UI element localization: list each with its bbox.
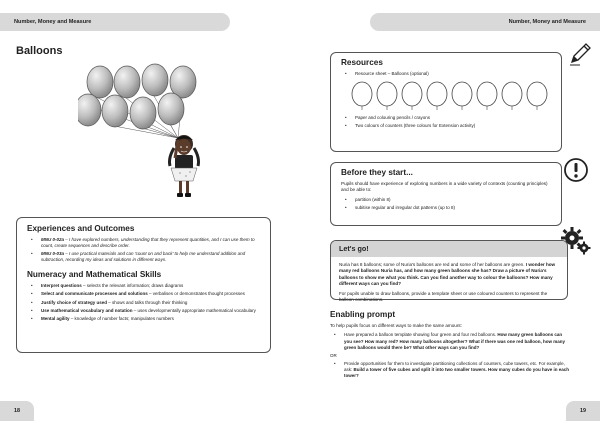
girl-with-balloons-illustration bbox=[78, 60, 218, 210]
lets-go-body bbox=[331, 257, 567, 311]
outcome-text: – I have explored numbers, understanding that they represent quantities, and I can use them to count, create sequences and describe order. bbox=[41, 237, 255, 249]
balloon-outline bbox=[451, 81, 473, 111]
lets-go-heading: Let's go! bbox=[331, 241, 567, 257]
skill-item bbox=[27, 300, 260, 306]
exclamation-icon bbox=[562, 156, 590, 184]
enabling-item-text: Provide opportunities for them to investigate partitioning collections of counters, cube towers, etc. For example, ask: bbox=[344, 360, 565, 372]
enabling-item bbox=[330, 332, 570, 350]
before-intro: Pupils should have experience of exploring numbers in a wide variety of contexts (counting principles) and be able to: bbox=[341, 181, 548, 193]
enabling-item-question: Build a tower of five cubes and split it into two smaller towers. How many cubes do you have in each tower? bbox=[344, 366, 570, 378]
lets-go-para-text: Nuria has 8 balloons; some of Nuria's balloons are red and some of her balloons are green. bbox=[339, 262, 525, 267]
skill-term: Mental agility bbox=[41, 315, 70, 321]
resource-item: • Paper and colouring pencils / crayons bbox=[341, 115, 551, 121]
before-item: • partition (within 8) bbox=[341, 197, 551, 203]
resource-item: • Resource sheet – Balloons (optional) bbox=[341, 71, 551, 77]
enabling-item-question: How many green balloons can you see? How many red? How many balloons altogether? What if there was one red balloon, how many green balloons would there be? What other ways can you find? bbox=[344, 332, 566, 350]
experiences-box bbox=[16, 217, 271, 353]
balloon-outline bbox=[476, 81, 498, 111]
outcome-item bbox=[27, 251, 260, 263]
enabling-prompt-section bbox=[330, 310, 570, 381]
enabling-item-text: Have prepared a balloon template showing four green and four red balloons. bbox=[344, 332, 497, 338]
skill-item bbox=[27, 316, 260, 322]
outcome-text: – I use practical materials and can 'count on and back' to help me understand addition and subtraction, recording my ideas and solutions in different ways. bbox=[41, 251, 246, 263]
skill-item bbox=[27, 291, 260, 297]
skill-term: Interpret questions bbox=[41, 283, 82, 289]
skill-item bbox=[27, 308, 260, 314]
before-item: • subitise regular and irregular dot patterns (up to 8) bbox=[341, 205, 551, 211]
resources-box bbox=[330, 52, 562, 152]
before-they-start-box bbox=[330, 162, 562, 226]
outcome-code: MNU 0-02a bbox=[41, 237, 65, 242]
enabling-intro: To help pupils focus on different ways to make the same amount: bbox=[330, 323, 462, 328]
skill-term: Use mathematical vocabulary and notation bbox=[41, 307, 133, 313]
right-page bbox=[300, 0, 600, 423]
balloon-outline bbox=[401, 81, 423, 111]
resource-item: • Two colours of counters (three colours for Extension activity) bbox=[341, 123, 551, 129]
balloon-outline-row bbox=[351, 81, 551, 111]
balloon-outline bbox=[526, 81, 548, 111]
experiences-heading: Experiences and Outcomes bbox=[27, 224, 135, 233]
skill-text: – uses developmentally appropriate mathematical vocabulary bbox=[132, 307, 256, 313]
right-header-tab: Number, Money and Measure bbox=[370, 13, 600, 31]
skill-term: Justify choice of strategy used bbox=[41, 299, 108, 305]
lesson-title: Balloons bbox=[16, 45, 63, 57]
pencil-icon bbox=[568, 40, 592, 66]
right-page-number: 19 bbox=[566, 401, 600, 421]
left-page-number: 18 bbox=[0, 401, 34, 421]
left-header-tab: Number, Money and Measure bbox=[0, 13, 230, 31]
skill-text: – shows and talks through their thinking bbox=[107, 299, 188, 305]
balloon-outline bbox=[351, 81, 373, 111]
resources-heading: Resources bbox=[341, 58, 383, 67]
or-separator: OR bbox=[330, 352, 337, 358]
before-heading: Before they start... bbox=[341, 168, 413, 177]
skill-text: – selects the relevant information; draws diagrams bbox=[81, 283, 184, 289]
enabling-heading: Enabling prompt bbox=[330, 310, 396, 319]
balloon-outline bbox=[376, 81, 398, 111]
lets-go-para2: For pupils unable to draw balloons, provide a template sheet or use coloured counters to represent the balloon combinations. bbox=[339, 290, 548, 303]
skill-term: Select and communicate processes and solutions bbox=[41, 291, 148, 297]
skill-item bbox=[27, 283, 260, 289]
balloon-outline bbox=[501, 81, 523, 111]
skill-text: – knowledge of number facts; manipulates numbers bbox=[69, 315, 174, 321]
skill-text: – verbalises or demonstrates thought processes bbox=[147, 291, 245, 297]
skills-heading: Numeracy and Mathematical Skills bbox=[27, 270, 162, 280]
outcome-code: MNU 0-03a bbox=[41, 251, 65, 257]
balloon-outline bbox=[426, 81, 448, 111]
enabling-item bbox=[330, 361, 570, 379]
lets-go-para bbox=[339, 262, 559, 288]
lets-go-question: I wonder how many red balloons Nuria has, and how many green balloons she has? Draw a picture of Nuria's balloons to show me what you think. Can you find another way to colour the balloons? How many different ways can you find? bbox=[339, 262, 556, 287]
outcome-item bbox=[27, 237, 260, 249]
lets-go-box bbox=[330, 240, 568, 303]
